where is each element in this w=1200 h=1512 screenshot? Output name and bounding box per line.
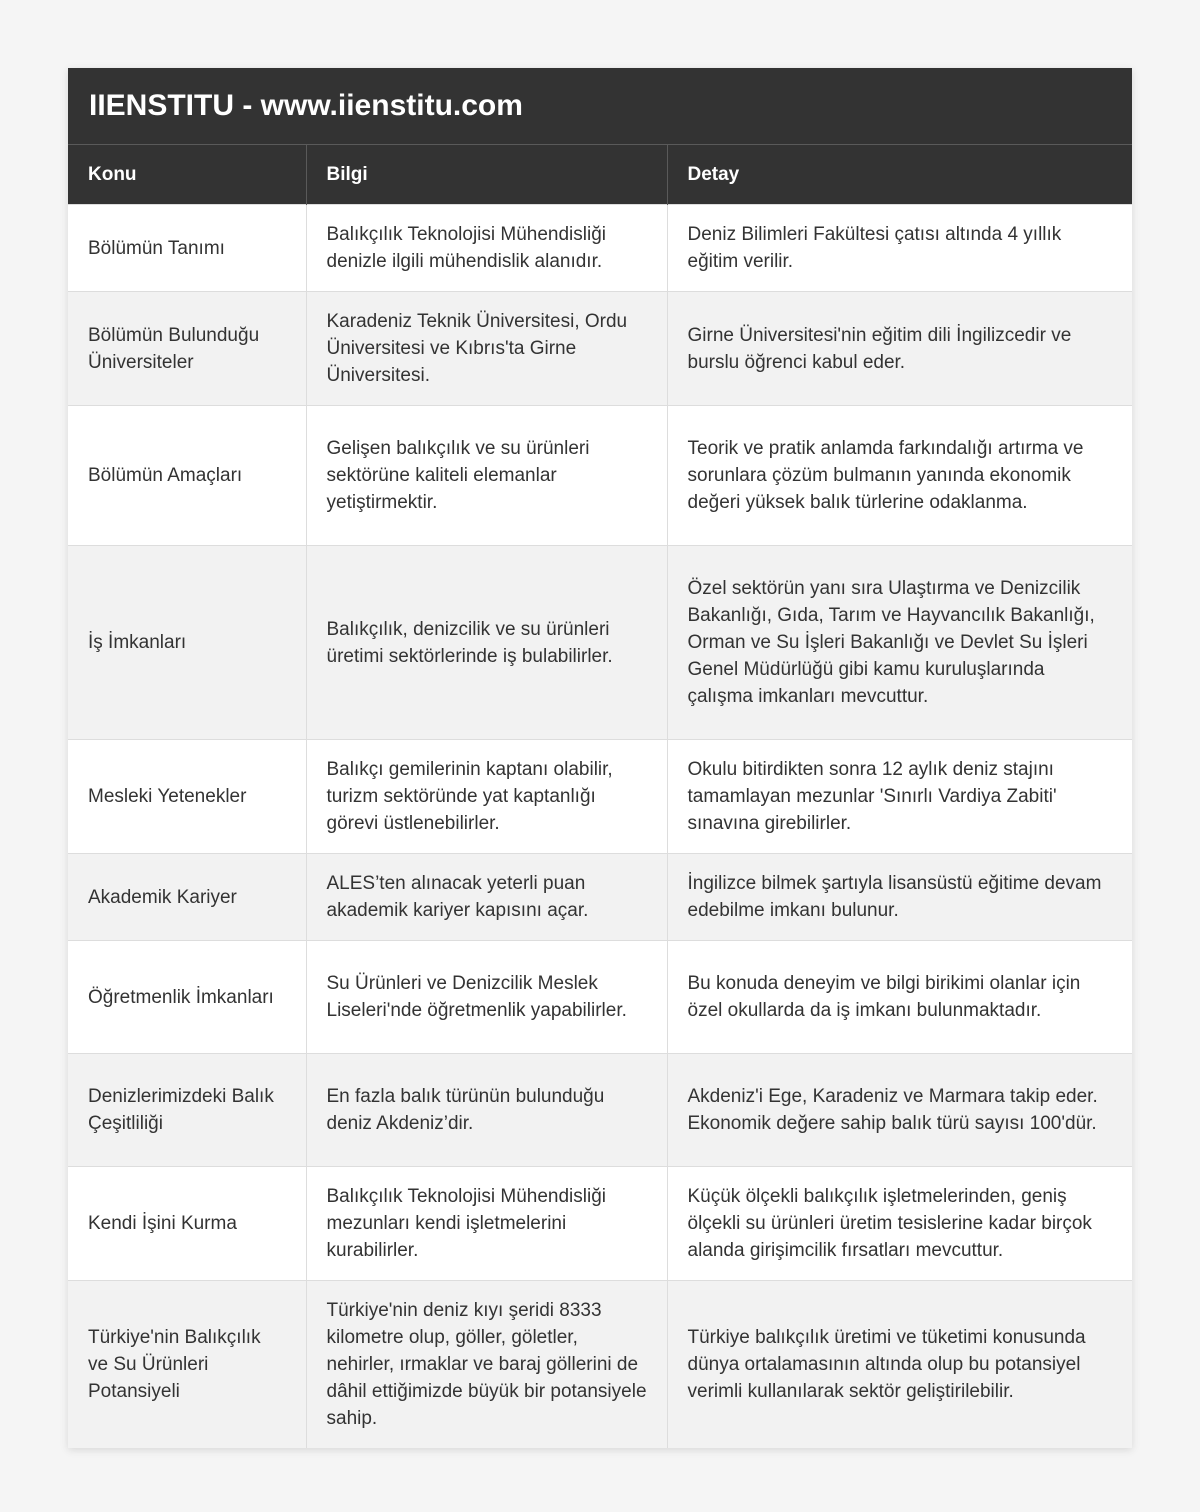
table-row [68,1167,1132,1281]
column-header-konu: Konu [68,145,306,205]
table-cell: En fazla balık türünün bulunduğu deniz Akdeniz’dir. [306,1054,667,1167]
page-title: IIENSTITU - www.iienstitu.com [68,68,1132,144]
table-cell: Su Ürünleri ve Denizcilik Meslek Liseleri'nde öğretmenlik yapabilirler. [306,941,667,1054]
table-cell: ALES’ten alınacak yeterli puan akademik kariyer kapısını açar. [306,854,667,941]
info-table [68,144,1132,1448]
table-cell: Türkiye balıkçılık üretimi ve tüketimi konusunda dünya ortalamasının altında olup bu potansiyel verimli kullanılarak sektör geliştirilebilir. [667,1281,1132,1449]
table-cell: İş İmkanları [68,546,306,740]
table-row [68,292,1132,406]
column-header-bilgi: Bilgi [306,145,667,205]
table-row [68,740,1132,854]
table-cell: Balıkçılık Teknolojisi Mühendisliği denizle ilgili mühendislik alanıdır. [306,205,667,292]
table-row [68,941,1132,1054]
table-cell: Mesleki Yetenekler [68,740,306,854]
table-cell: Küçük ölçekli balıkçılık işletmelerinden, geniş ölçekli su ürünleri üretim tesislerine kadar birçok alanda girişimcilik fırsatları mevcuttur. [667,1167,1132,1281]
table-cell: Balıkçı gemilerinin kaptanı olabilir, turizm sektöründe yat kaptanlığı görevi üstlenebilirler. [306,740,667,854]
column-header-detay: Detay [667,145,1132,205]
table-row [68,1281,1132,1449]
table-cell: Deniz Bilimleri Fakültesi çatısı altında 4 yıllık eğitim verilir. [667,205,1132,292]
table-row [68,1054,1132,1167]
table-cell: Bölümün Bulunduğu Üniversiteler [68,292,306,406]
table-row [68,406,1132,546]
table-cell: Denizlerimizdeki Balık Çeşitliliği [68,1054,306,1167]
table-cell: Türkiye'nin Balıkçılık ve Su Ürünleri Potansiyeli [68,1281,306,1449]
table-cell: Akdeniz'i Ege, Karadeniz ve Marmara takip eder. Ekonomik değere sahip balık türü sayısı 100'dür. [667,1054,1132,1167]
table-cell: Karadeniz Teknik Üniversitesi, Ordu Üniversitesi ve Kıbrıs'ta Girne Üniversitesi. [306,292,667,406]
table-cell: Okulu bitirdikten sonra 12 aylık deniz stajını tamamlayan mezunlar 'Sınırlı Vardiya Zabiti' sınavına girebilirler. [667,740,1132,854]
table-cell: Bölümün Tanımı [68,205,306,292]
table-row [68,854,1132,941]
table-cell: Gelişen balıkçılık ve su ürünleri sektörüne kaliteli elemanlar yetiştirmektir. [306,406,667,546]
table-row [68,205,1132,292]
table-cell: Öğretmenlik İmkanları [68,941,306,1054]
info-card [68,68,1132,1448]
table-header-row [68,145,1132,205]
table-cell: Özel sektörün yanı sıra Ulaştırma ve Denizcilik Bakanlığı, Gıda, Tarım ve Hayvancılık Bakanlığı, Orman ve Su İşleri Bakanlığı ve Devlet Su İşleri Genel Müdürlüğü gibi kamu kuruluşlarında çalışma imkanları mevcuttur. [667,546,1132,740]
table-cell: Balıkçılık Teknolojisi Mühendisliği mezunları kendi işletmelerini kurabilirler. [306,1167,667,1281]
table-cell: Kendi İşini Kurma [68,1167,306,1281]
table-cell: Türkiye'nin deniz kıyı şeridi 8333 kilometre olup, göller, göletler, nehirler, ırmaklar ve baraj göllerini de dâhil ettiğimizde büyük bir potansiyele sahip. [306,1281,667,1449]
table-cell: Bu konuda deneyim ve bilgi birikimi olanlar için özel okullarda da iş imkanı bulunmaktadır. [667,941,1132,1054]
table-row [68,546,1132,740]
table-cell: İngilizce bilmek şartıyla lisansüstü eğitime devam edebilme imkanı bulunur. [667,854,1132,941]
table-cell: Balıkçılık, denizcilik ve su ürünleri üretimi sektörlerinde iş bulabilirler. [306,546,667,740]
table-cell: Bölümün Amaçları [68,406,306,546]
table-cell: Akademik Kariyer [68,854,306,941]
table-cell: Teorik ve pratik anlamda farkındalığı artırma ve sorunlara çözüm bulmanın yanında ekonomik değeri yüksek balık türlerine odaklanma. [667,406,1132,546]
table-cell: Girne Üniversitesi'nin eğitim dili İngilizcedir ve burslu öğrenci kabul eder. [667,292,1132,406]
